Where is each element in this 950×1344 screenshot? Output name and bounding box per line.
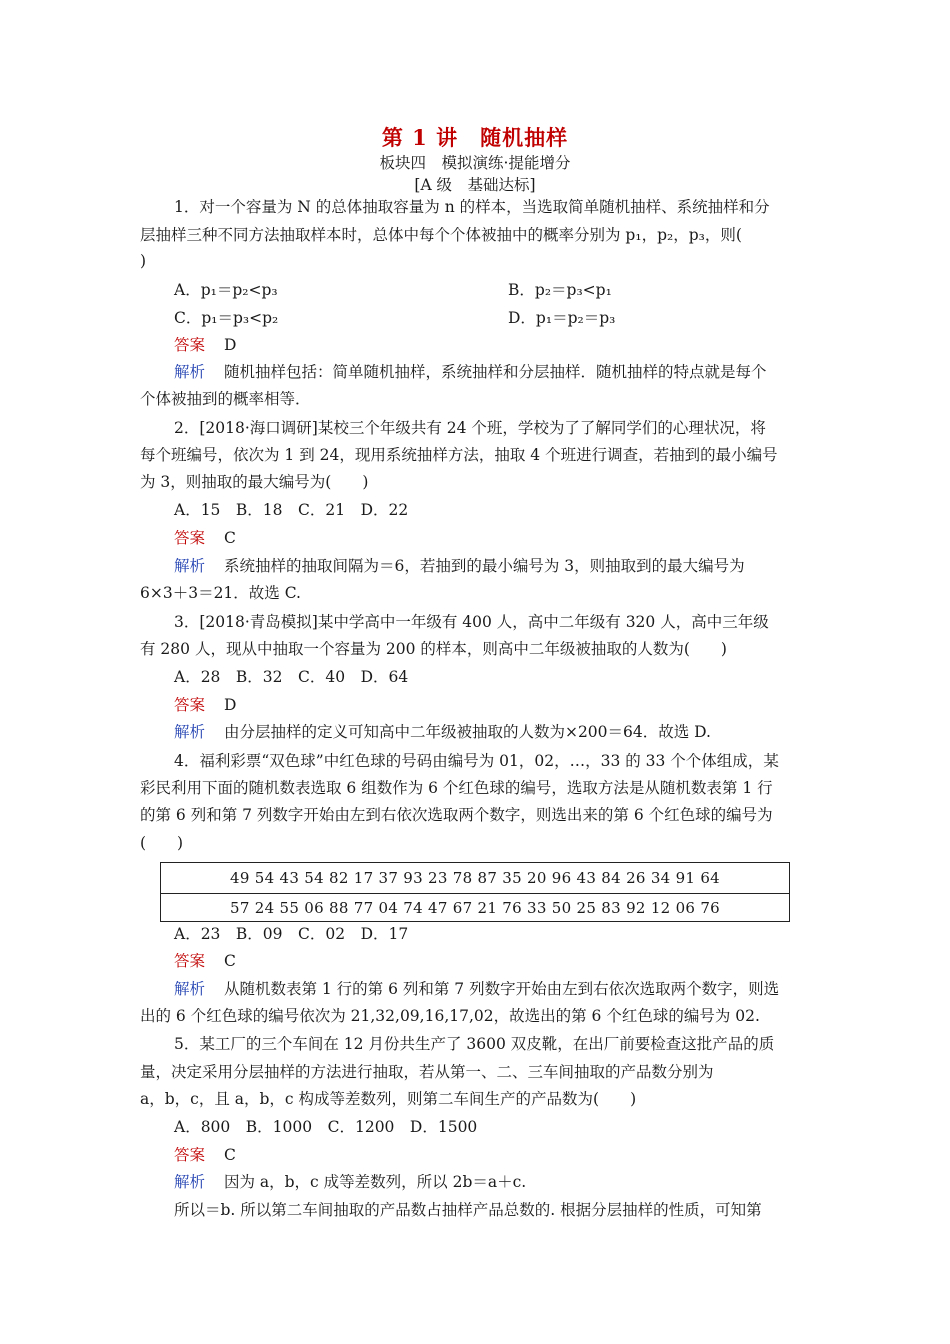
q4-line-1: 4．福利彩票“双色球”中红色球的号码由编号为 01，02，…，33 的 33 个个体组成，某 [174, 752, 779, 770]
q1-line-2: 层抽样三种不同方法抽取样本时，总体中每个个体被抽中的概率分别为 p₁，p₂，p₃，则( [140, 226, 742, 244]
q3-answer: D [223, 696, 237, 714]
q5-answer-row [174, 1145, 236, 1165]
table-row-1: 49 54 43 54 82 17 37 93 23 78 87 35 20 96 43 84 26 34 91 64 [161, 863, 789, 894]
answer-label: 答案 [174, 696, 206, 714]
q3-answer-row [174, 695, 236, 715]
q5-answer: C [223, 1146, 236, 1164]
q4-analysis-2: 出的 6 个红色球的编号依次为 21,32,09,16,17,02，故选出的第 6 个红色球的编号为 02. [140, 1007, 760, 1025]
q3-analysis-1: 由分层抽样的定义可知高中二年级被抽取的人数为×200＝64．故选 D. [223, 723, 711, 741]
q2-analysis-2: 6×3＋3＝21．故选 C. [140, 584, 301, 602]
q3-line-2: 有 280 人，现从中抽取一个容量为 200 的样本，则高中二年级被抽取的人数为( ) [140, 640, 727, 658]
q1-answer-row [174, 335, 236, 355]
q5-analysis-1: 因为 a，b，c 成等差数列，所以 2b＝a＋c. [223, 1173, 527, 1191]
random-number-table [160, 862, 790, 922]
q2-analysis-1: 系统抽样的抽取间隔为＝6，若抽到的最小编号为 3，则抽取到的最大编号为 [223, 557, 745, 575]
q2-answer: C [223, 529, 236, 547]
q1-analysis-1: 随机抽样包括：简单随机抽样，系统抽样和分层抽样．随机抽样的特点就是每个 [223, 363, 767, 381]
q1-option-a: A．p₁＝p₂<p₃ [174, 281, 278, 299]
table-row-2: 57 24 55 06 88 77 04 74 47 67 21 76 33 50 25 83 92 12 06 76 [229, 899, 721, 917]
answer-label: 答案 [174, 336, 206, 354]
q5-line-3: a，b，c，且 a，b，c 构成等差数列，则第二车间生产的产品数为( ) [140, 1090, 637, 1108]
page-title: 第 1 讲 随机抽样 [381, 125, 569, 150]
q1-option-d: D．p₁＝p₂＝p₃ [508, 309, 616, 327]
q2-options: A．15 B．18 C．21 D．22 [174, 501, 409, 519]
q2-line-3: 为 3，则抽取的最大编号为( ) [140, 473, 369, 491]
q5-options: A．800 B．1000 C．1200 D．1500 [174, 1118, 478, 1136]
q2-line-1: 2．[2018·海口调研]某校三个年级共有 24 个班，学校为了了解同学们的心理状况，将 [174, 419, 766, 437]
q1-analysis-row [174, 362, 766, 382]
q1-option-c: C．p₁＝p₃<p₂ [174, 309, 279, 327]
q3-options: A．28 B．32 C．40 D．64 [174, 668, 409, 686]
analysis-label: 解析 [174, 1173, 206, 1191]
q1-answer: D [223, 336, 237, 354]
analysis-label: 解析 [174, 980, 206, 998]
answer-label: 答案 [174, 952, 206, 970]
q4-analysis-row [174, 979, 779, 999]
q4-options: A．23 B．09 C．02 D．17 [174, 925, 409, 943]
q3-analysis-row [174, 722, 711, 742]
answer-label: 答案 [174, 529, 206, 547]
q4-answer-row [174, 951, 236, 971]
q5-line-1: 5．某工厂的三个车间在 12 月份共生产了 3600 双皮靴，在出厂前要检查这批产品的质 [174, 1035, 775, 1053]
q5-line-2: 量，决定采用分层抽样的方法进行抽取，若从第一、二、三车间抽取的产品数分别为 [140, 1063, 714, 1081]
q4-line-4: ( ) [140, 834, 184, 852]
q2-analysis-row [174, 556, 745, 576]
q1-option-b: B．p₂＝p₃<p₁ [508, 281, 612, 299]
section-subtitle: 板块四 模拟演练·提能增分 [379, 154, 571, 172]
level-heading: [A 级 基础达标] [414, 176, 536, 194]
q1-line-1: 1．对一个容量为 N 的总体抽取容量为 n 的样本，当选取简单随机抽样、系统抽样和分 [174, 198, 770, 216]
q1-line-3: ) [140, 252, 147, 270]
analysis-label: 解析 [174, 557, 206, 575]
q2-answer-row [174, 528, 236, 548]
analysis-label: 解析 [174, 363, 206, 381]
q4-line-2: 彩民利用下面的随机数表选取 6 组数作为 6 个红色球的编号，选取方法是从随机数表第 1 行 [140, 779, 773, 797]
q4-answer: C [223, 952, 236, 970]
q2-line-2: 每个班编号，依次为 1 到 24，现用系统抽样方法，抽取 4 个班进行调查，若抽到的最小编号 [140, 446, 778, 464]
analysis-label: 解析 [174, 723, 206, 741]
q3-line-1: 3．[2018·青岛模拟]某中学高中一年级有 400 人，高中二年级有 320 人，高中三年级 [174, 613, 769, 631]
q5-analysis-row [174, 1172, 526, 1192]
q5-analysis-2: 所以＝b. 所以第二车间抽取的产品数占抽样产品总数的. 根据分层抽样的性质，可知第 [174, 1201, 762, 1219]
q4-line-3: 的第 6 列和第 7 列数字开始由左到右依次选取两个数字，则选出来的第 6 个红色球的编号为 [140, 806, 773, 824]
q1-analysis-2: 个体被抽到的概率相等． [140, 390, 311, 408]
answer-label: 答案 [174, 1146, 206, 1164]
q4-analysis-1: 从随机数表第 1 行的第 6 列和第 7 列数字开始由左到右依次选取两个数字，则选 [223, 980, 780, 998]
